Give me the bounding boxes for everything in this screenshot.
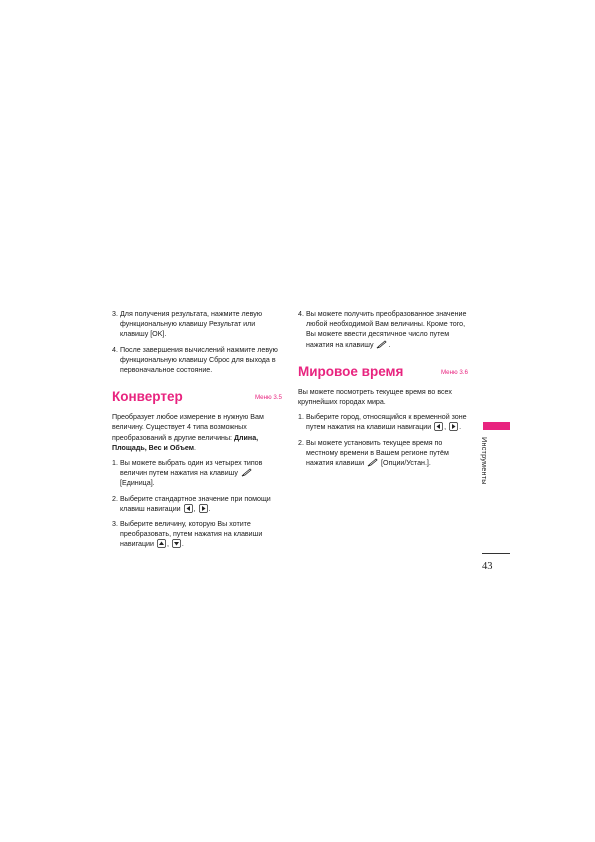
step-text-after: . [459,423,462,432]
softkey-pen-icon [241,468,252,477]
step-text: Выберите величину, которую Вы хотите преобразовать, путем нажатия на клавиши навигации [120,520,263,549]
nav-right-icon [199,504,208,513]
list-item [298,412,468,432]
icon-separator: , [444,423,447,432]
intro-bold: Длина, Площадь, Вес и Объем [112,433,259,452]
softkey-star-icon [376,340,387,349]
step-text: Вы можете установить текущее время по местному времени в Вашем регионе путём нажатия клавиши [306,438,449,468]
item-number: 1. [112,459,118,468]
step-text: Выберите стандартное значение при помощи клавиш навигации [120,494,271,513]
icon-separator: , [193,504,196,513]
list-item [112,345,282,376]
page-divider [482,553,510,554]
softkey-pen-icon [367,458,378,467]
menu-reference: Меню 3.6 [440,368,468,376]
chapter-label: Инструменты [480,437,489,485]
item-text [120,519,282,550]
nav-up-icon [157,539,166,548]
list-item [298,438,468,469]
item-text [306,309,468,350]
right-column [298,309,468,473]
item-number: 3. [112,520,118,529]
step-text-after: . [181,540,184,549]
list-item [298,309,468,350]
section-intro [112,412,282,453]
item-number: 3. [112,310,118,318]
intro-end: . [193,443,196,452]
item-text [120,458,282,489]
page-number: 43 [482,561,493,572]
step-text-after: [Единица]. [120,479,155,488]
chapter-tab-marker [483,422,510,430]
nav-down-icon [172,539,181,548]
item-text: После завершения вычислений нажмите левую функциональную клавишу Сброс для выхода в первоначальное состояние. [120,345,278,375]
item-text: Для получения результата, нажмите левую функциональную клавишу Результат или клавишу [OK]. [120,310,263,339]
item-text [306,412,468,432]
section-intro: Вы можете посмотреть текущее время во всех крупнейших городах мира. [298,387,452,407]
list-item [112,309,282,340]
nav-left-icon [184,504,193,513]
section-header-world-time [298,364,468,379]
section-title: Конвертер [112,389,183,405]
menu-reference: Меню 3.5 [254,394,282,402]
section-header-converter [112,389,282,404]
step-text-after: . [208,504,211,513]
item-number: 1. [298,413,304,422]
step-text: Вы можете выбрать один из четырех типов величин путем нажатия на клавишу [120,459,263,478]
section-title: Мировое время [298,363,404,379]
item-number: 2. [112,494,118,503]
step-text: Вы можете получить преобразованное значение любой необходимой Вам величины. Кроме того, Вы можете ввести десятичное число путем нажатия на клавишу [306,310,467,349]
item-number: 2. [298,438,304,447]
nav-left-icon [434,422,443,431]
item-number: 4. [298,310,304,318]
list-item [112,494,282,514]
left-column [112,309,282,555]
list-item [112,458,282,489]
item-text [306,438,468,469]
step-text: Выберите город, относящийся к временной зоне путем нажатия на клавиши навигации [306,413,467,432]
nav-right-icon [449,422,458,431]
item-number: 4. [112,345,118,354]
step-text-after: . [388,340,391,349]
item-text [120,494,282,514]
list-item [112,519,282,550]
step-text-after: [Опции/Устан.]. [381,459,431,468]
icon-separator: , [166,540,169,549]
intro-text: Преобразует любое измерение в нужную Вам величину. Существует 4 типа возможных преобразований в другие величины: [112,413,264,442]
